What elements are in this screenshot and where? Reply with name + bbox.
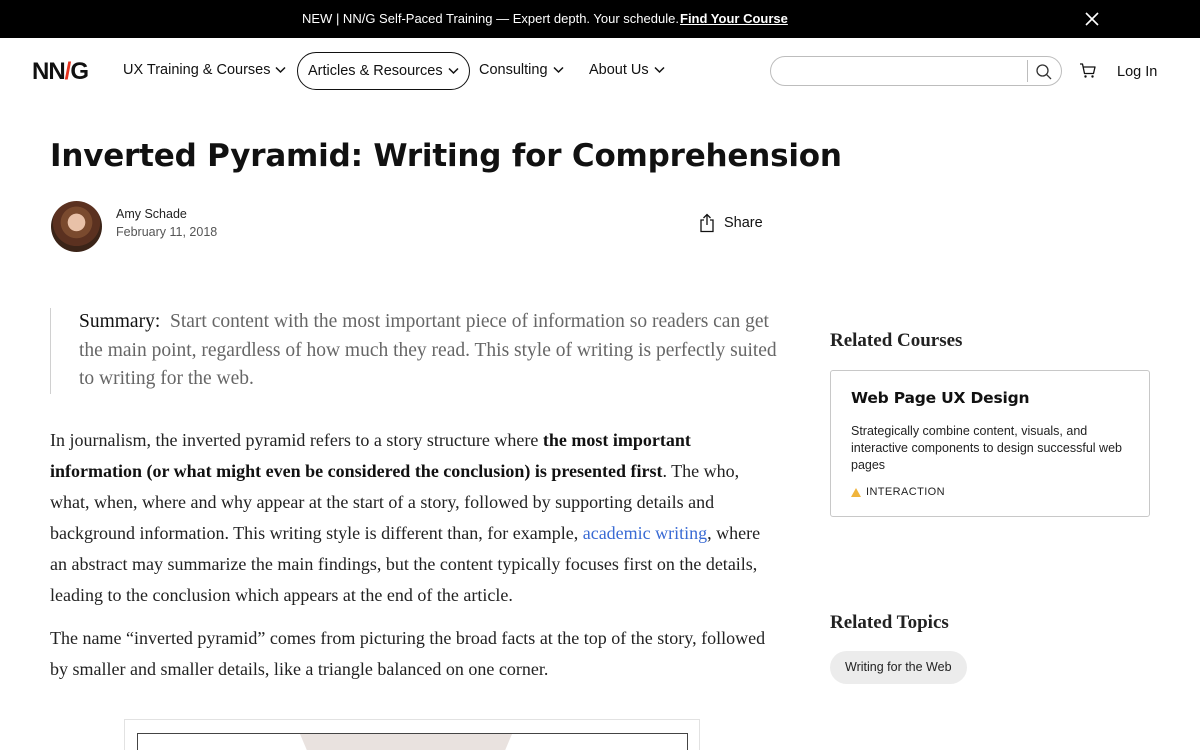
nav-consulting-label: Consulting: [479, 62, 548, 78]
summary-text: Start content with the most important piece of information so readers can get the main point, regardless of how much they read. This style of writing is perfectly suited to writing for the web.: [79, 311, 777, 389]
cart-icon[interactable]: [1079, 62, 1097, 80]
chevron-down-icon: [448, 67, 459, 75]
course-card[interactable]: [830, 370, 1150, 517]
logo-text-nn: NN: [32, 58, 65, 85]
search-divider: [1027, 60, 1028, 82]
nng-logo[interactable]: [32, 58, 88, 86]
author-name[interactable]: Amy Schade: [116, 207, 187, 221]
article-paragraph: [50, 425, 770, 611]
topic-tag-writing-for-web[interactable]: Writing for the Web: [830, 651, 967, 684]
share-button[interactable]: [698, 213, 763, 233]
nav-about-us[interactable]: [589, 62, 665, 78]
page-title: Inverted Pyramid: Writing for Comprehension: [50, 138, 842, 174]
logo-slash: /: [64, 58, 71, 85]
summary-label: Summary:: [79, 311, 161, 332]
p1-text-a: In journalism, the inverted pyramid refers to a story structure where: [50, 430, 543, 450]
nav-about-label: About Us: [589, 62, 649, 78]
nav-articles-resources[interactable]: [297, 52, 470, 90]
promo-text: NEW | NN/G Self-Paced Training — Expert depth. Your schedule.: [302, 11, 679, 26]
promo-banner: [0, 0, 1200, 38]
nav-articles-label: Articles & Resources: [308, 63, 443, 79]
course-description: Strategically combine content, visuals, and interactive components to design successful web pages: [851, 424, 1122, 472]
inverted-pyramid-figure: [124, 719, 700, 750]
nav-ux-training[interactable]: [123, 62, 286, 78]
find-course-link[interactable]: Find Your Course: [680, 11, 788, 26]
login-link[interactable]: Log In: [1117, 64, 1158, 80]
search-box: [770, 56, 1062, 86]
chevron-down-icon: [275, 66, 286, 74]
share-label: Share: [724, 215, 763, 231]
p1-text-b: . The who, what, when, where and why appear at the start of a story, followed by supporting details and background information. This writing style is different than, for example,: [50, 461, 740, 543]
publish-date: February 11, 2018: [116, 225, 218, 239]
close-icon[interactable]: [1083, 10, 1101, 28]
triangle-icon: [851, 488, 861, 497]
article-summary: [50, 308, 780, 394]
course-category-label: INTERACTION: [866, 486, 945, 498]
p1-text-c: , where an abstract may summarize the main findings, but the content typically focuses first on the details, leading to the conclusion which appears at the end of the article.: [50, 523, 761, 605]
p1-bold: the most important information (or what might even be considered the conclusion) is presented first: [50, 430, 691, 481]
course-title: Web Page UX Design: [851, 389, 1030, 407]
chevron-down-icon: [654, 66, 665, 74]
related-courses-heading: Related Courses: [830, 330, 963, 351]
search-input[interactable]: [783, 62, 1023, 82]
figure-frame: [137, 733, 688, 750]
article-paragraph-2: The name “inverted pyramid” comes from picturing the broad facts at the top of the story, followed by smaller and smaller details, like a triangle balanced on one corner.: [50, 628, 766, 679]
chevron-down-icon: [553, 66, 564, 74]
nav-ux-training-label: UX Training & Courses: [123, 62, 271, 78]
course-category: [851, 486, 945, 498]
main-nav: [0, 38, 1200, 104]
author-avatar[interactable]: [51, 201, 102, 252]
logo-text-g: G: [70, 58, 89, 85]
nav-consulting[interactable]: [479, 62, 564, 78]
search-icon[interactable]: [1035, 63, 1053, 81]
academic-writing-link[interactable]: academic writing: [582, 523, 708, 543]
share-icon: [698, 213, 716, 233]
pyramid-shape: [300, 734, 512, 750]
related-topics-heading: Related Topics: [830, 612, 949, 633]
